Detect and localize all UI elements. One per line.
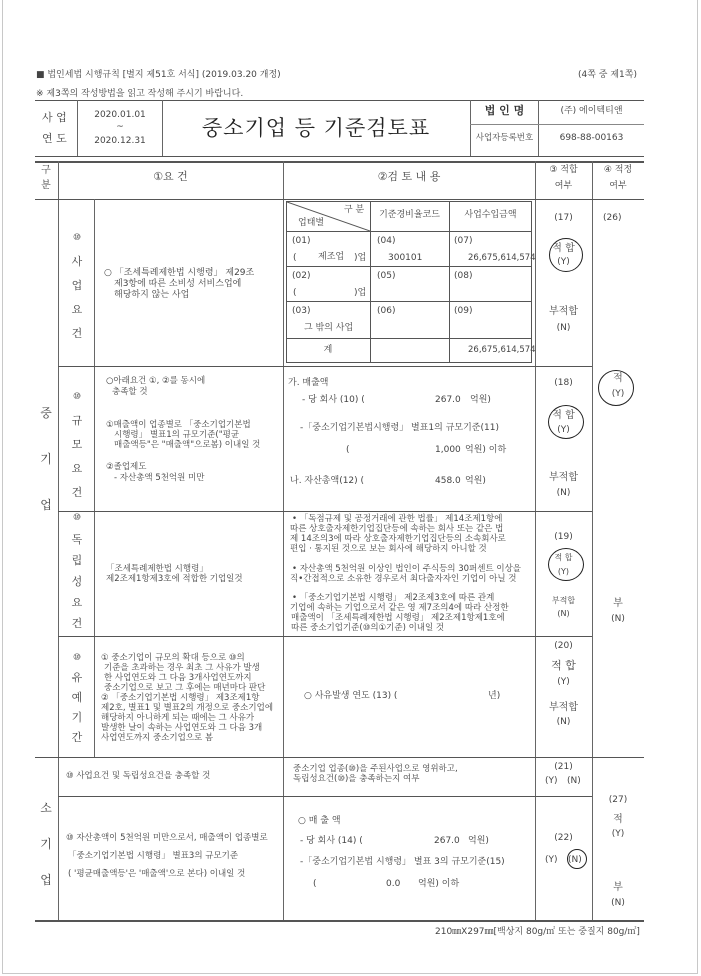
independence-label-char: ⑩ bbox=[72, 513, 82, 523]
fit-no-label[interactable]: 부적합 bbox=[549, 472, 578, 483]
independence-requirement: 「조세특례제한법 시행령」 bbox=[106, 564, 208, 574]
independence-review-line: • 자산총액 5천억원 이상인 법인이 주식등의 30퍼센트 이상을 bbox=[292, 564, 522, 574]
paren-open: ( bbox=[313, 879, 317, 889]
corp-name: (주) 에이텍티앤 bbox=[560, 106, 623, 116]
business-requirement-line: 제3항에 따른 소비성 서비스업에 bbox=[114, 279, 242, 289]
sme-label-char: 중 bbox=[40, 406, 52, 420]
small-req-1: ⑩ 사업요건 및 독립성요건을 충족할 것 bbox=[66, 771, 211, 781]
size-req-1: ①매출액이 업종별로 「중소기업기본법 bbox=[106, 420, 251, 430]
small-req-2-line: 「중소기업기본법 시행령」 별표3의 규모기준 bbox=[68, 851, 239, 861]
size-req-2: - 자산총액 5천억원 미만 bbox=[114, 473, 205, 483]
fit-field-no: (22) bbox=[554, 833, 573, 843]
row-code-no: (04) bbox=[377, 236, 396, 246]
row-amount-no: (09) bbox=[454, 306, 473, 316]
sales-header: ○ 매 출 액 bbox=[298, 816, 341, 826]
asset-total-value[interactable]: 458.0 bbox=[435, 476, 461, 486]
divider bbox=[35, 757, 644, 758]
row-no: (02) bbox=[292, 271, 311, 281]
small-label-char: 소 bbox=[40, 801, 52, 815]
fit-no-code: (N) bbox=[556, 323, 571, 333]
fit-no-code: (N) bbox=[556, 488, 571, 498]
divider bbox=[58, 161, 59, 921]
col-category bbox=[36, 163, 56, 193]
divider bbox=[35, 920, 644, 922]
divider bbox=[35, 161, 644, 163]
fit-field-no: (18) bbox=[554, 378, 573, 388]
proper-yes-label[interactable]: 적 bbox=[613, 814, 623, 825]
proper-no-code: (N) bbox=[611, 614, 625, 624]
fit-yes-code: (Y) bbox=[557, 567, 570, 576]
fit-field-no: (19) bbox=[554, 532, 573, 542]
col-category-char: 분 bbox=[41, 180, 51, 191]
grace-requirement-line: 한 사업연도와 그 다음 3개사업연도까지 bbox=[104, 673, 252, 683]
business-label bbox=[67, 226, 87, 346]
business-label-char: 건 bbox=[71, 327, 83, 340]
sales-header: 가. 매출액 bbox=[288, 378, 329, 388]
size-req-2: ②졸업제도 bbox=[106, 462, 147, 472]
period-end: 2020.12.31 bbox=[94, 136, 146, 146]
divider bbox=[58, 636, 592, 637]
independence-review-line: 제 14조의3에 따라 상호출자제한기업집단등의 소속회사로 bbox=[290, 534, 506, 544]
size-label-char: 규 bbox=[71, 414, 83, 427]
col-category-char: 구 bbox=[41, 165, 51, 176]
total-amount: 26,675,614,574 bbox=[468, 345, 536, 355]
fit-yes-label[interactable]: 적 합 bbox=[552, 243, 575, 254]
grace-requirement-line: 발생한 날이 속하는 사업연도와 그 다음 3개 bbox=[101, 723, 263, 733]
proper-field-no: (26) bbox=[603, 213, 622, 223]
size-label-char: 건 bbox=[71, 486, 83, 499]
divider bbox=[286, 338, 532, 339]
divider bbox=[35, 100, 644, 101]
page-info: (4쪽 중 제1쪽) bbox=[578, 70, 637, 80]
independence-requirement: 제2조제1항제3호에 적합한 기업일것 bbox=[106, 574, 243, 584]
small-label-char: 기 bbox=[40, 837, 52, 851]
paren-open: ( bbox=[346, 445, 350, 455]
table-corner-top: 구 분 bbox=[344, 205, 365, 215]
fit-yes-label[interactable]: 적 합 bbox=[551, 659, 576, 672]
divider bbox=[283, 161, 284, 921]
business-label-char: 요 bbox=[71, 303, 83, 316]
instruction-note: ※ 제3쪽의 작성방법을 읽고 작성해 주시기 바랍니다. bbox=[36, 89, 244, 99]
independence-label-char: 요 bbox=[71, 596, 83, 609]
size-req-intro: ○아래요건 ①, ②를 동시에 bbox=[106, 376, 206, 386]
row-no: (01) bbox=[292, 236, 311, 246]
fit-no-code: (N) bbox=[556, 717, 571, 727]
biz-no-label: 사업자등록번호 bbox=[475, 133, 534, 143]
sme-section-label bbox=[36, 390, 56, 528]
divider bbox=[286, 266, 532, 267]
fit-yes-option[interactable]: (Y) bbox=[545, 776, 558, 786]
business-label-char: ⑩ bbox=[72, 233, 82, 243]
independence-review-line: 따른 중소기업기준(⑩의①기준) 이내일 것 bbox=[291, 623, 445, 633]
divider bbox=[58, 366, 592, 367]
grace-label-char: ⑩ bbox=[72, 653, 82, 663]
grace-requirement-line: 제2호, 별표1 및 별표2의 개정으로 중소기업에 bbox=[101, 703, 274, 713]
row-code-no: (06) bbox=[377, 306, 396, 316]
fit-no-label[interactable]: 부적합 bbox=[551, 596, 576, 605]
divider bbox=[286, 301, 532, 302]
year-label-1: 사 업 bbox=[42, 111, 67, 124]
independence-review-line: 기업에 속하는 기업으로서 같은 영 제7조의4에 따라 산정한 bbox=[290, 603, 509, 613]
row-name-close: )업 bbox=[354, 288, 367, 298]
asset-total-label: 나. 자산총액(12) ( bbox=[290, 476, 365, 486]
divider bbox=[94, 199, 95, 757]
col-proper-1: ④ 적정 bbox=[603, 165, 633, 175]
table-corner-bottom: 업태별 bbox=[298, 218, 325, 228]
table-col-amount: 사업수입금액 bbox=[464, 210, 517, 220]
sme-label-char: 기 bbox=[40, 452, 52, 466]
size-standard-value[interactable]: 1,000 bbox=[435, 445, 461, 455]
unit-label: 억원) 이하 bbox=[465, 445, 507, 455]
unit-label: 년) bbox=[488, 691, 501, 701]
event-year-label: ○ 사유발생 연도 (13) ( bbox=[304, 691, 398, 701]
grace-requirement-line: 사업연도까지 중소기업으로 봄 bbox=[101, 733, 214, 743]
row-amount: 26,675,614,574 bbox=[468, 253, 536, 263]
grace-period-label bbox=[67, 648, 87, 748]
proper-yes-code: (Y) bbox=[611, 829, 625, 839]
size-label-char: ⑩ bbox=[72, 392, 82, 402]
size-req-1: 매출액등"은 "매출액"으로봄) 이내일 것 bbox=[114, 440, 261, 450]
grace-label-char: 예 bbox=[71, 691, 83, 704]
independence-label-char: 립 bbox=[71, 554, 83, 567]
grace-requirement-line: 기준을 초과하는 경우 최초 그 사유가 발생 bbox=[104, 663, 260, 673]
business-requirement-line: 해당하지 않는 사업 bbox=[114, 290, 190, 300]
sme-label-char: 업 bbox=[40, 498, 52, 512]
grace-label-char: 간 bbox=[71, 731, 83, 744]
small-req-2-line: ⑩ 자산총액이 5천억원 미만으로서, 매출액이 업종별로 bbox=[66, 833, 268, 843]
divider bbox=[592, 161, 593, 921]
form-reference: ■ 법인세법 시행규칙 [별지 제51호 서식] (2019.03.20 개정) bbox=[36, 70, 281, 80]
business-requirement-line: ○ 「조세특례제한법 시행령」 제29조 bbox=[104, 268, 255, 278]
proper-field-no: (27) bbox=[608, 795, 628, 805]
fit-yes-code: (Y) bbox=[557, 257, 570, 267]
independence-label-char: 성 bbox=[71, 575, 83, 588]
divider bbox=[35, 156, 644, 157]
fit-yes-label[interactable]: 적 합 bbox=[552, 410, 575, 421]
row-industry-name: 그 밖의 사업 bbox=[304, 323, 354, 333]
company-sales-value[interactable]: 267.0 bbox=[435, 395, 461, 405]
size-standard-label: -「중소기업기본법시행령」 별표1의 규모기준(11) bbox=[300, 423, 499, 433]
company-sales-value[interactable]: 267.0 bbox=[434, 836, 460, 846]
unit-label: 억원) bbox=[465, 476, 486, 486]
proper-no-label[interactable]: 부 bbox=[613, 882, 623, 893]
size-req-intro: 충족할 것 bbox=[112, 387, 148, 397]
fit-yes-code: (Y) bbox=[557, 677, 570, 687]
size-standard-label: -「중소기업기본법 시행령」 별표 3의 규모기준(15) bbox=[300, 857, 505, 867]
size-standard-value[interactable]: 0.0 bbox=[386, 879, 401, 889]
unit-label: 억원) bbox=[470, 395, 491, 405]
unit-label: 억원) 이하 bbox=[418, 879, 460, 889]
independence-review-line: • 「중소기업기본법 시행령」 제2조제3호에 따른 관계 bbox=[292, 593, 495, 603]
fit-no-label[interactable]: 부적합 bbox=[549, 306, 578, 317]
divider bbox=[58, 511, 592, 512]
row-name-open: ( bbox=[293, 288, 297, 298]
fit-no-label[interactable]: 부적합 bbox=[549, 702, 578, 713]
proper-yes-label[interactable]: 적 bbox=[613, 373, 623, 384]
independence-label-char: 독 bbox=[71, 533, 83, 546]
total-label: 계 bbox=[323, 345, 333, 355]
fit-field-no: (21) bbox=[554, 762, 573, 772]
size-label bbox=[67, 385, 87, 505]
independence-label bbox=[67, 508, 87, 634]
grace-requirement-line: 중소기업으로 보고 그 후에는 매년마다 판단 bbox=[104, 683, 266, 693]
divider bbox=[470, 124, 644, 125]
grace-label-char: 유 bbox=[71, 671, 83, 684]
paper-spec: 210㎜X297㎜[백상지 80g/㎡ 또는 중질지 80g/㎡] bbox=[435, 927, 640, 937]
divider bbox=[35, 199, 644, 200]
unit-label: 억원) bbox=[468, 836, 489, 846]
fit-yes-code: (Y) bbox=[557, 425, 570, 435]
small-review-1-line: 독립성요건(⑩)을 충족하는지 여부 bbox=[293, 774, 420, 784]
row-code: 300101 bbox=[388, 253, 423, 263]
col-review: ②검 토 내 용 bbox=[377, 170, 441, 183]
proper-no-code: (N) bbox=[611, 898, 625, 908]
grace-requirement-line: ② 「중소기업기본법 시행령」 제3조제1항 bbox=[101, 693, 260, 703]
fit-field-no: (17) bbox=[554, 213, 573, 223]
proper-yes-code: (Y) bbox=[611, 389, 625, 399]
size-req-1: 시행령」 별표1의 규모기준("평균 bbox=[114, 430, 240, 440]
fit-no-code: (N) bbox=[557, 609, 570, 618]
business-label-char: 사 bbox=[71, 255, 83, 268]
fit-yes-option[interactable]: (Y) bbox=[545, 855, 558, 865]
proper-no-label[interactable]: 부 bbox=[613, 598, 623, 609]
row-code-no: (05) bbox=[377, 271, 396, 281]
period-start: 2020.01.01 bbox=[94, 110, 146, 120]
small-business-section-label bbox=[36, 790, 56, 898]
independence-review-line: 따른 상호출자제한기업집단등에 속하는 회사 또는 같은 법 bbox=[290, 524, 504, 534]
company-sales-label: - 당 회사 (14) ( bbox=[300, 836, 363, 846]
row-no: (03) bbox=[292, 306, 311, 316]
company-sales-label: - 당 회사 (10) ( bbox=[302, 395, 365, 405]
grace-requirement-line: ① 중소기업이 규모의 확대 등으로 ⑩의 bbox=[101, 653, 245, 663]
page-title: 중소기업 등 기준검토표 bbox=[201, 116, 431, 140]
col-fit-2: 여부 bbox=[554, 181, 573, 191]
period-separator: ~ bbox=[116, 122, 124, 132]
fit-yes-label[interactable]: 적 합 bbox=[554, 553, 573, 562]
independence-review-line: 매출액이 「조세특례제한법 시행령」 제2조제1항제1호에 bbox=[291, 613, 505, 623]
biz-no: 698-88-00163 bbox=[559, 133, 624, 143]
col-fit-1: ③ 적합 bbox=[549, 165, 578, 175]
grace-requirement-line: 해당하지 아니하게 되는 때에는 그 사유가 bbox=[101, 713, 255, 723]
row-amount-no: (07) bbox=[454, 236, 473, 246]
corp-name-label: 법 인 명 bbox=[484, 104, 525, 117]
row-industry-name: 제조업 bbox=[318, 252, 345, 262]
independence-review-line: 직•간접적으로 소유한 경우로서 최다출자자인 기업이 아닐 것 bbox=[290, 574, 517, 584]
independence-review-line: • 「독점규제 및 공정거래에 관한 법률」 제14조제1항에 bbox=[292, 514, 503, 524]
small-label-char: 업 bbox=[40, 873, 52, 887]
row-name-open: ( bbox=[293, 253, 297, 263]
small-req-2-line: ( '평균매출액등'은 '매출액'으로 본다) 이내일 것 bbox=[68, 869, 246, 879]
independence-review-line: 편입 · 통지된 것으로 보는 회사에 해당하지 아니할 것 bbox=[290, 544, 487, 554]
business-label-char: 업 bbox=[71, 279, 83, 292]
grace-label-char: 기 bbox=[71, 711, 83, 724]
row-amount-no: (08) bbox=[454, 271, 473, 281]
divider bbox=[58, 796, 592, 797]
row-name-close: )업 bbox=[354, 253, 367, 263]
divider bbox=[286, 231, 532, 232]
col-proper-2: 여부 bbox=[609, 181, 627, 191]
small-review-1-line: 중소기업 업종(⑩)을 주된사업으로 영위하고, bbox=[293, 764, 458, 774]
fit-no-option[interactable]: (N) bbox=[568, 855, 582, 865]
fit-no-option[interactable]: (N) bbox=[567, 776, 581, 786]
size-label-char: 모 bbox=[71, 438, 83, 451]
independence-label-char: 건 bbox=[71, 617, 83, 630]
size-label-char: 요 bbox=[71, 462, 83, 475]
year-label-2: 연 도 bbox=[42, 132, 67, 145]
col-requirement: ①요 건 bbox=[153, 170, 188, 183]
fit-field-no: (20) bbox=[554, 641, 573, 651]
table-col-code: 기준경비율코드 bbox=[379, 210, 440, 220]
